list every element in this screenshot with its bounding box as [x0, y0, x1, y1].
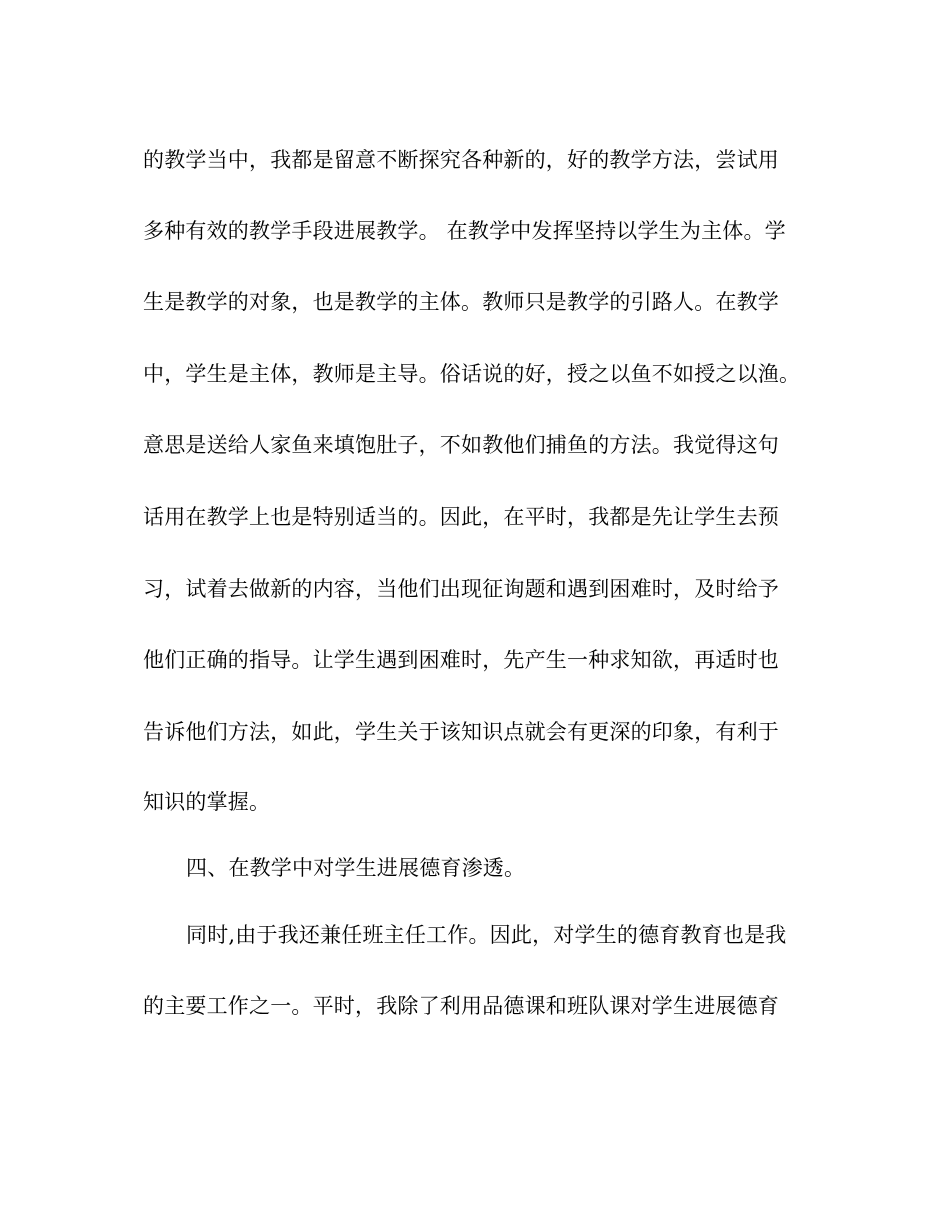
paragraph-line: 告诉他们方法，如此，学生关于该知识点就会有更深的印象，有利于 — [143, 720, 779, 744]
paragraph-line: 话用在教学上也是特别适当的。因此，在平时，我都是先让学生去预 — [143, 505, 779, 529]
paragraph-line: 同时,由于我还兼任班主任工作。因此，对学生的德育教育也是我 — [186, 923, 787, 947]
paragraph-line: 的教学当中，我都是留意不断探究各种新的，好的教学方法，尝试用 — [143, 148, 779, 172]
paragraph-line: 意思是送给人家鱼来填饱肚子，不如教他们捕鱼的方法。我觉得这句 — [143, 433, 779, 457]
paragraph-line: 的主要工作之一。平时，我除了利用品德课和班队课对学生进展德育 — [143, 994, 779, 1018]
paragraph-line: 中，学生是主体，教师是主导。俗话说的好，授之以鱼不如授之以渔。 — [143, 362, 801, 386]
paragraph-line: 生是教学的对象，也是教学的主体。教师只是教学的引路人。在教学 — [143, 290, 779, 314]
paragraph-line: 多种有效的教学手段进展教学。 在教学中发挥坚持以学生为主体。学 — [143, 219, 786, 243]
paragraph-line: 知识的掌握。 — [143, 790, 271, 814]
paragraph-line: 习，试着去做新的内容，当他们出现征询题和遇到困难时，及时给予 — [143, 577, 779, 601]
section-heading: 四、在教学中对学生进展德育渗透。 — [186, 856, 526, 880]
paragraph-line: 他们正确的指导。让学生遇到困难时，先产生一种求知欲，再适时也 — [143, 648, 779, 672]
